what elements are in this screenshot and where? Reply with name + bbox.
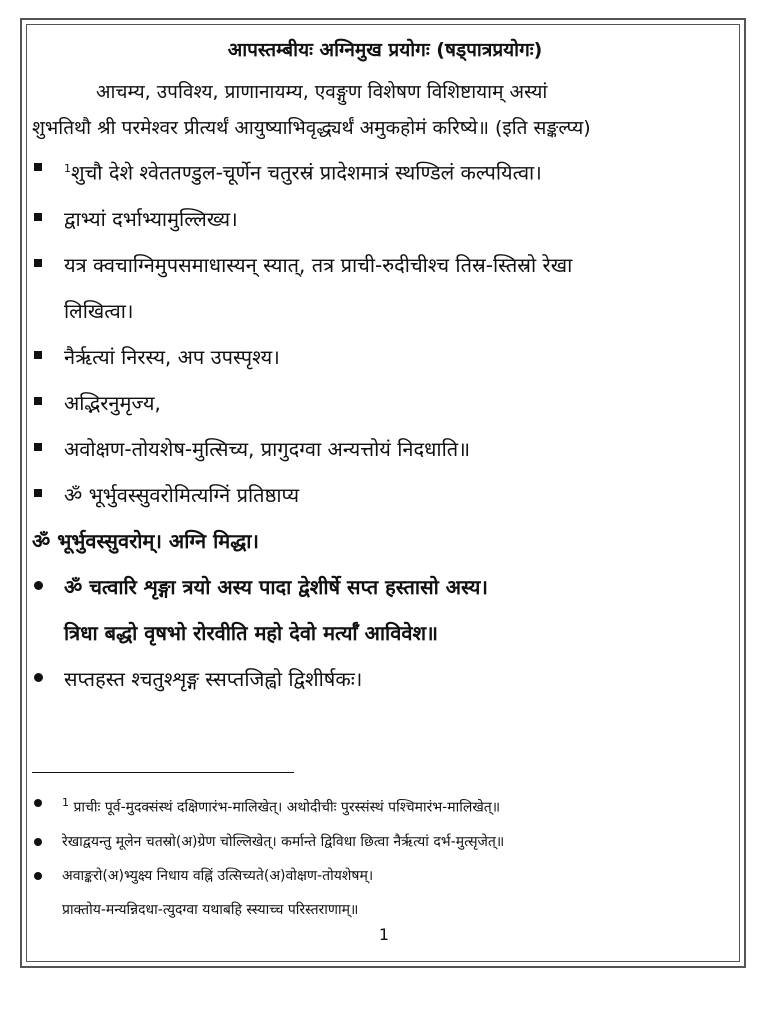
footnote [32, 825, 732, 859]
footnote-ref: 1 [64, 162, 71, 175]
footnote-text: रेखाद्वयन्तु मूलेन चतस्रो(अ)ग्रेण चोल्लिखेत्। कर्मान्ते द्विविधा छित्वा नैर्ऋत्यां दर्भ-मुत्सृजेत्॥ [62, 833, 505, 850]
list-item-continuation [32, 610, 738, 656]
list-item [32, 196, 738, 242]
list-item [32, 334, 738, 380]
round-bullet-icon [34, 872, 42, 880]
mantra-text: त्रिधा बद्धो वृषभो रोरवीति महो देवो मर्त्याँ आविवेश॥ [64, 620, 439, 645]
step-text: ॐ भूर्भुवस्सुवरोमित्यग्निं प्रतिष्ठाप्य [64, 482, 300, 507]
list-item [32, 426, 738, 472]
list-item-continuation [32, 288, 738, 334]
round-bullet-icon [34, 581, 43, 590]
step-text: नैर्ऋत्यां निरस्य, अप उपस्पृश्य। [64, 344, 280, 369]
intro-line-2: शुभतिथौ श्री परमेश्वर प्रीत्यर्थं आयुष्याभिवृद्ध्यर्थं अमुकहोमं करिष्ये॥ (इति सङ्कल्प्य) [32, 117, 591, 139]
step-text: लिखित्वा। [64, 298, 134, 323]
list-item [32, 146, 738, 196]
step-list [32, 146, 738, 518]
step-text: शुचौ देशे श्वेततण्डुल-चूर्णेन चतुरस्रं प्रादेशमात्रं स्थण्डिलं कल्पयित्वा। [71, 160, 542, 185]
invocation-line: ॐ भूर्भुवस्सुवरोम्। अग्नि मिद्धा। [32, 528, 259, 553]
step-text: यत्र क्वचाग्निमुपसमाधास्यन् स्यात्, तत्र प्राची-रुदीचीश्च तिस्र-स्तिस्रो रेखा [64, 252, 573, 277]
footnote-text: प्राचीः पूर्व-मुदक्संस्थं दक्षिणारंभ-मालिखेत्। अथोदीचीः पुरस्संस्थं पश्चिमारंभ-मालिखेत्॥ [73, 799, 501, 816]
footnote [32, 786, 732, 825]
step-text: अद्भिरनुमृज्य, [64, 390, 161, 415]
list-item [32, 656, 738, 702]
square-bullet-icon [34, 351, 42, 359]
list-item [32, 472, 738, 518]
square-bullet-icon [34, 489, 42, 497]
footnote-number: 1 [62, 796, 69, 809]
mantra-text: ॐ चत्वारि शृङ्गा त्रयो अस्य पादा द्वेशीर्षे सप्त हस्तासो अस्य। [64, 574, 488, 599]
footnote [32, 859, 732, 893]
square-bullet-icon [34, 259, 42, 267]
footnote-continuation: प्राक्तोय-मन्यन्निदधा-त्युदग्वा यथाबहि स्स्याच्च परिस्तराणाम्॥ [62, 901, 359, 918]
list-item [32, 242, 738, 288]
square-bullet-icon [34, 443, 42, 451]
square-bullet-icon [34, 397, 42, 405]
document-body [32, 36, 738, 702]
footnote-text: अवाङ्करो(अ)भ्युक्ष्य निधाय वह्निं उत्सिच्यते(अ)वोक्षण-तोयशेषम्। [62, 867, 374, 884]
mantra-text: सप्तहस्त श्चतुश्शृङ्ग स्सप्तजिह्वो द्विशीर्षकः। [64, 666, 363, 691]
square-bullet-icon [34, 213, 42, 221]
step-text: अवोक्षण-तोयशेष-मुत्सिच्य, प्रागुदग्वा अन्यत्तोयं निदधाति॥ [64, 436, 471, 461]
page-number: 1 [378, 925, 390, 944]
footnote-separator [32, 772, 294, 773]
round-bullet-icon [34, 673, 43, 682]
step-text: द्वाभ्यां दर्भाभ्यामुल्लिख्य। [64, 206, 238, 231]
mantra-list [32, 564, 738, 702]
round-bullet-icon [34, 799, 42, 807]
round-bullet-icon [34, 838, 42, 846]
list-item [32, 564, 738, 610]
intro-line-1: आचम्य, उपविश्य, प्राणानायम्य, एवङ्गुण विशेषण विशिष्टायाम् अस्यां [96, 81, 548, 103]
list-item [32, 380, 738, 426]
document-title: आपस्तम्बीयः अग्निमुख प्रयोगः (षड्पात्रप्रयोगः) [227, 39, 543, 61]
footnotes [32, 786, 732, 927]
square-bullet-icon [34, 163, 42, 171]
